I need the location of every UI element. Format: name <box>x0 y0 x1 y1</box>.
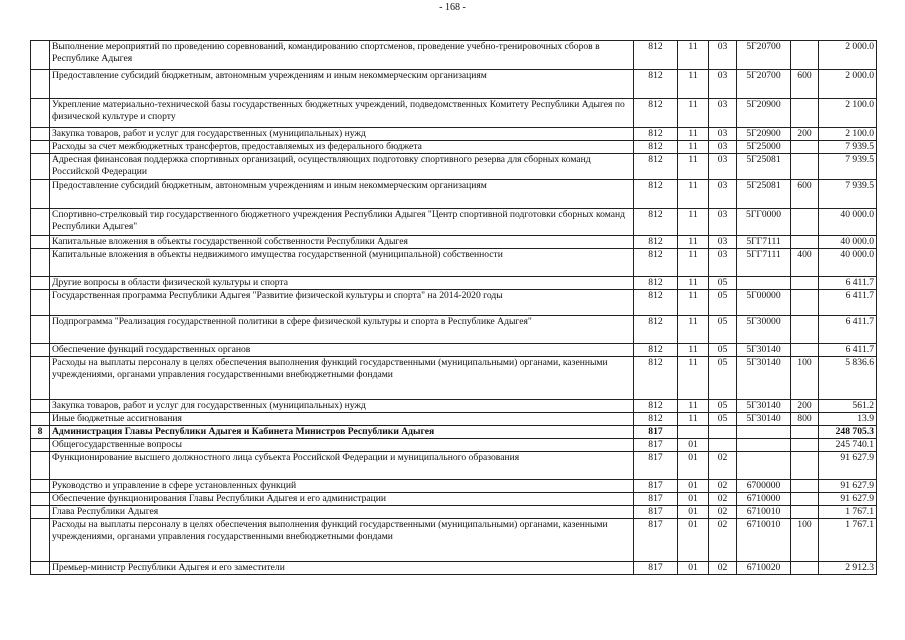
expense-type-code-cell <box>791 316 819 344</box>
row-number-cell <box>31 519 50 562</box>
section-code-cell: 11 <box>678 128 709 141</box>
subsection-code-cell: 03 <box>709 99 737 128</box>
expense-name-cell: Расходы на выплаты персоналу в целях обеспечения выполнения функций государственными (муниципальными) органами, казенными учреждениями, органами управления государственными внебюджетными фондами <box>50 519 634 562</box>
row-number-cell <box>31 452 50 480</box>
table-row <box>31 141 877 154</box>
page-number: - 168 - <box>439 2 466 13</box>
subsection-code-cell: 03 <box>709 154 737 180</box>
row-number-cell <box>31 357 50 400</box>
amount-cell: 2 000.0 <box>819 70 877 99</box>
subsection-code-cell: 03 <box>709 41 737 70</box>
expense-type-code-cell <box>791 154 819 180</box>
amount-cell: 7 939.5 <box>819 141 877 154</box>
section-code-cell: 11 <box>678 277 709 290</box>
target-article-code-cell: 5Г20700 <box>737 70 791 99</box>
table-row <box>31 357 877 400</box>
amount-cell: 40 000.0 <box>819 236 877 249</box>
expense-type-code-cell <box>791 344 819 357</box>
expense-type-code-cell <box>791 493 819 506</box>
section-code-cell: 11 <box>678 400 709 413</box>
row-number-cell <box>31 41 50 70</box>
expense-name-cell: Укрепление материально-технической базы государственных бюджетных учреждений, подведомственных Комитету Республики Адыгея по физической культуре и спорту <box>50 99 634 128</box>
section-code-cell: 11 <box>678 249 709 277</box>
section-code-cell: 01 <box>678 562 709 575</box>
amount-cell: 91 627.9 <box>819 452 877 480</box>
expense-name-cell: Адресная финансовая поддержка спортивных организаций, осуществляющих подготовку спортивного резерва для сборных команд Российской Федерации <box>50 154 634 180</box>
expense-name-cell: Обеспечение функционирования Главы Республики Адыгея и его администрации <box>50 493 634 506</box>
expense-name-cell: Другие вопросы в области физической культуры и спорта <box>50 277 634 290</box>
target-article-code-cell: 5Г30140 <box>737 344 791 357</box>
ministry-code-cell: 812 <box>634 99 678 128</box>
expense-name-cell: Администрация Главы Республики Адыгея и Кабинета Министров Республики Адыгея <box>50 426 634 439</box>
table-row <box>31 452 877 480</box>
expense-name-cell: Спортивно-стрелковый тир государственного бюджетного учреждения Республики Адыгея "Центр спортивной подготовки сборных команд Республики Адыгея" <box>50 209 634 236</box>
row-number-cell <box>31 562 50 575</box>
amount-cell: 13.9 <box>819 413 877 426</box>
row-number-cell <box>31 493 50 506</box>
expense-type-code-cell: 400 <box>791 249 819 277</box>
table-row <box>31 480 877 493</box>
row-number-cell <box>31 141 50 154</box>
subsection-code-cell: 02 <box>709 562 737 575</box>
expense-type-code-cell <box>791 141 819 154</box>
expense-type-code-cell: 600 <box>791 70 819 99</box>
subsection-code-cell: 05 <box>709 344 737 357</box>
target-article-code-cell <box>737 439 791 452</box>
ministry-code-cell: 812 <box>634 236 678 249</box>
table-row <box>31 99 877 128</box>
row-number-cell <box>31 316 50 344</box>
expense-type-code-cell <box>791 562 819 575</box>
target-article-code-cell: 5Г30140 <box>737 413 791 426</box>
expense-name-cell: Руководство и управление в сфере установленных функций <box>50 480 634 493</box>
table-row <box>31 236 877 249</box>
budget-table-body <box>31 41 877 575</box>
expense-name-cell: Подпрограмма "Реализация государственной политики в сфере физической культуры и спорта в Республике Адыгея" <box>50 316 634 344</box>
section-code-cell: 11 <box>678 154 709 180</box>
amount-cell: 7 939.5 <box>819 180 877 209</box>
section-code-cell: 01 <box>678 452 709 480</box>
section-code-cell: 01 <box>678 439 709 452</box>
target-article-code-cell <box>737 426 791 439</box>
expense-name-cell: Расходы за счет межбюджетных трансфертов, предоставляемых из федерального бюджета <box>50 141 634 154</box>
expense-name-cell: Закупка товаров, работ и услуг для государственных (муниципальных) нужд <box>50 128 634 141</box>
target-article-code-cell <box>737 452 791 480</box>
section-code-cell: 11 <box>678 99 709 128</box>
row-number-cell <box>31 128 50 141</box>
subsection-code-cell: 03 <box>709 128 737 141</box>
amount-cell: 1 767.1 <box>819 506 877 519</box>
target-article-code-cell: 5Г30140 <box>737 400 791 413</box>
expense-name-cell: Премьер-министр Республики Адыгея и его заместители <box>50 562 634 575</box>
row-number-cell <box>31 413 50 426</box>
table-row <box>31 154 877 180</box>
expense-name-cell: Иные бюджетные ассигнования <box>50 413 634 426</box>
amount-cell: 91 627.9 <box>819 493 877 506</box>
row-number-cell <box>31 290 50 316</box>
section-code-cell: 11 <box>678 41 709 70</box>
subsection-code-cell: 05 <box>709 290 737 316</box>
ministry-code-cell: 817 <box>634 493 678 506</box>
subsection-code-cell: 03 <box>709 141 737 154</box>
target-article-code-cell: 6710010 <box>737 519 791 562</box>
amount-cell: 248 705.3 <box>819 426 877 439</box>
ministry-code-cell: 817 <box>634 439 678 452</box>
expense-type-code-cell <box>791 439 819 452</box>
subsection-code-cell: 05 <box>709 316 737 344</box>
expense-name-cell: Выполнение мероприятий по проведению соревнований, командированию спортсменов, проведение учебно-тренировочных сборов в Республике Адыгея <box>50 41 634 70</box>
table-row <box>31 493 877 506</box>
expense-name-cell: Функционирование высшего должностного лица субъекта Российской Федерации и муниципального образования <box>50 452 634 480</box>
amount-cell: 40 000.0 <box>819 209 877 236</box>
amount-cell: 1 767.1 <box>819 519 877 562</box>
row-number-cell <box>31 400 50 413</box>
table-row <box>31 400 877 413</box>
target-article-code-cell: 5Г20900 <box>737 128 791 141</box>
table-row <box>31 128 877 141</box>
expense-type-code-cell <box>791 480 819 493</box>
target-article-code-cell: 5Г25000 <box>737 141 791 154</box>
amount-cell: 6 411.7 <box>819 290 877 316</box>
ministry-code-cell: 817 <box>634 426 678 439</box>
expense-type-code-cell: 200 <box>791 128 819 141</box>
ministry-code-cell: 812 <box>634 249 678 277</box>
section-code-cell: 11 <box>678 236 709 249</box>
row-number-cell <box>31 154 50 180</box>
subsection-code-cell: 05 <box>709 400 737 413</box>
table-row <box>31 180 877 209</box>
row-number-cell <box>31 277 50 290</box>
table-row <box>31 277 877 290</box>
ministry-code-cell: 812 <box>634 344 678 357</box>
subsection-code-cell: 03 <box>709 236 737 249</box>
ministry-code-cell: 812 <box>634 357 678 400</box>
expense-type-code-cell <box>791 426 819 439</box>
section-code-cell: 11 <box>678 316 709 344</box>
subsection-code-cell: 05 <box>709 413 737 426</box>
row-number-cell <box>31 99 50 128</box>
table-row <box>31 344 877 357</box>
amount-cell: 2 912.3 <box>819 562 877 575</box>
expense-name-cell: Глава Республики Адыгея <box>50 506 634 519</box>
amount-cell: 40 000.0 <box>819 249 877 277</box>
subsection-code-cell: 02 <box>709 519 737 562</box>
ministry-code-cell: 812 <box>634 413 678 426</box>
table-row <box>31 562 877 575</box>
amount-cell: 2 100.0 <box>819 128 877 141</box>
table-row <box>31 249 877 277</box>
subsection-code-cell: 03 <box>709 249 737 277</box>
subsection-code-cell <box>709 439 737 452</box>
table-row <box>31 519 877 562</box>
table-row <box>31 506 877 519</box>
subsection-code-cell <box>709 426 737 439</box>
ministry-code-cell: 812 <box>634 70 678 99</box>
target-article-code-cell: 5Г30000 <box>737 316 791 344</box>
section-code-cell: 11 <box>678 70 709 99</box>
amount-cell: 245 740.1 <box>819 439 877 452</box>
section-code-cell: 11 <box>678 209 709 236</box>
subsection-code-cell: 05 <box>709 357 737 400</box>
row-number-cell <box>31 506 50 519</box>
subsection-code-cell: 03 <box>709 180 737 209</box>
section-code-cell: 11 <box>678 141 709 154</box>
target-article-code-cell: 5ГГ7111 <box>737 236 791 249</box>
ministry-code-cell: 812 <box>634 316 678 344</box>
ministry-code-cell: 817 <box>634 519 678 562</box>
section-code-cell: 11 <box>678 357 709 400</box>
section-code-cell: 01 <box>678 519 709 562</box>
ministry-code-cell: 812 <box>634 400 678 413</box>
amount-cell: 7 939.5 <box>819 154 877 180</box>
table-row <box>31 439 877 452</box>
row-number-cell <box>31 236 50 249</box>
expense-type-code-cell <box>791 209 819 236</box>
ministry-code-cell: 817 <box>634 452 678 480</box>
ministry-code-cell: 812 <box>634 209 678 236</box>
subsection-code-cell: 03 <box>709 70 737 99</box>
expense-type-code-cell: 100 <box>791 357 819 400</box>
target-article-code-cell: 5Г20700 <box>737 41 791 70</box>
amount-cell: 2 100.0 <box>819 99 877 128</box>
amount-cell: 2 000.0 <box>819 41 877 70</box>
table-row <box>31 209 877 236</box>
expense-name-cell: Капитальные вложения в объекты недвижимого имущества государственной (муниципальной) собственности <box>50 249 634 277</box>
section-code-cell <box>678 426 709 439</box>
expense-name-cell: Предоставление субсидий бюджетным, автономным учреждениям и иным некоммерческим организациям <box>50 70 634 99</box>
row-number-cell <box>31 249 50 277</box>
target-article-code-cell: 5Г25081 <box>737 154 791 180</box>
table-row <box>31 426 877 439</box>
target-article-code-cell: 6700000 <box>737 480 791 493</box>
section-code-cell: 11 <box>678 344 709 357</box>
ministry-code-cell: 812 <box>634 277 678 290</box>
ministry-code-cell: 812 <box>634 128 678 141</box>
subsection-code-cell: 02 <box>709 452 737 480</box>
expense-type-code-cell <box>791 290 819 316</box>
ministry-code-cell: 817 <box>634 506 678 519</box>
target-article-code-cell: 6710000 <box>737 493 791 506</box>
target-article-code-cell <box>737 277 791 290</box>
expense-name-cell: Предоставление субсидий бюджетным, автономным учреждениям и иным некоммерческим организациям <box>50 180 634 209</box>
expense-name-cell: Обеспечение функций государственных органов <box>50 344 634 357</box>
amount-cell: 6 411.7 <box>819 277 877 290</box>
section-code-cell: 01 <box>678 493 709 506</box>
ministry-code-cell: 817 <box>634 480 678 493</box>
ministry-code-cell: 812 <box>634 154 678 180</box>
expense-name-cell: Расходы на выплаты персоналу в целях обеспечения выполнения функций государственными (муниципальными) органами, казенными учреждениями, органами управления государственными внебюджетными фондами <box>50 357 634 400</box>
subsection-code-cell: 02 <box>709 493 737 506</box>
expense-type-code-cell <box>791 277 819 290</box>
row-number-cell <box>31 209 50 236</box>
expense-type-code-cell: 800 <box>791 413 819 426</box>
ministry-code-cell: 812 <box>634 41 678 70</box>
table-row <box>31 413 877 426</box>
expense-type-code-cell: 600 <box>791 180 819 209</box>
expense-name-cell: Общегосударственные вопросы <box>50 439 634 452</box>
ministry-code-cell: 812 <box>634 141 678 154</box>
expense-type-code-cell: 100 <box>791 519 819 562</box>
table-row <box>31 41 877 70</box>
ministry-code-cell: 817 <box>634 562 678 575</box>
target-article-code-cell: 5ГГ0000 <box>737 209 791 236</box>
section-code-cell: 01 <box>678 506 709 519</box>
expense-type-code-cell <box>791 236 819 249</box>
subsection-code-cell: 05 <box>709 277 737 290</box>
expense-name-cell: Закупка товаров, работ и услуг для государственных (муниципальных) нужд <box>50 400 634 413</box>
expense-type-code-cell <box>791 452 819 480</box>
row-number-cell <box>31 344 50 357</box>
row-number-cell <box>31 70 50 99</box>
expense-type-code-cell: 200 <box>791 400 819 413</box>
ministry-code-cell: 812 <box>634 180 678 209</box>
expense-type-code-cell <box>791 506 819 519</box>
target-article-code-cell: 5Г00000 <box>737 290 791 316</box>
expense-name-cell: Капитальные вложения в объекты государственной собственности Республики Адыгея <box>50 236 634 249</box>
amount-cell: 91 627.9 <box>819 480 877 493</box>
expense-type-code-cell <box>791 99 819 128</box>
table-row <box>31 316 877 344</box>
row-number-cell: 8 <box>31 426 50 439</box>
target-article-code-cell: 6710020 <box>737 562 791 575</box>
amount-cell: 6 411.7 <box>819 344 877 357</box>
budget-table <box>30 40 877 575</box>
amount-cell: 6 411.7 <box>819 316 877 344</box>
section-code-cell: 11 <box>678 413 709 426</box>
ministry-code-cell: 812 <box>634 290 678 316</box>
row-number-cell <box>31 180 50 209</box>
row-number-cell <box>31 480 50 493</box>
section-code-cell: 01 <box>678 480 709 493</box>
amount-cell: 5 836.6 <box>819 357 877 400</box>
table-row <box>31 290 877 316</box>
target-article-code-cell: 6710010 <box>737 506 791 519</box>
table-row <box>31 70 877 99</box>
target-article-code-cell: 5Г20900 <box>737 99 791 128</box>
expense-type-code-cell <box>791 41 819 70</box>
section-code-cell: 11 <box>678 290 709 316</box>
target-article-code-cell: 5ГГ7111 <box>737 249 791 277</box>
subsection-code-cell: 03 <box>709 209 737 236</box>
subsection-code-cell: 02 <box>709 506 737 519</box>
expense-name-cell: Государственная программа Республики Адыгея "Развитие физической культуры и спорта" на 2014-2020 годы <box>50 290 634 316</box>
section-code-cell: 11 <box>678 180 709 209</box>
target-article-code-cell: 5Г30140 <box>737 357 791 400</box>
subsection-code-cell: 02 <box>709 480 737 493</box>
amount-cell: 561.2 <box>819 400 877 413</box>
target-article-code-cell: 5Г25081 <box>737 180 791 209</box>
row-number-cell <box>31 439 50 452</box>
